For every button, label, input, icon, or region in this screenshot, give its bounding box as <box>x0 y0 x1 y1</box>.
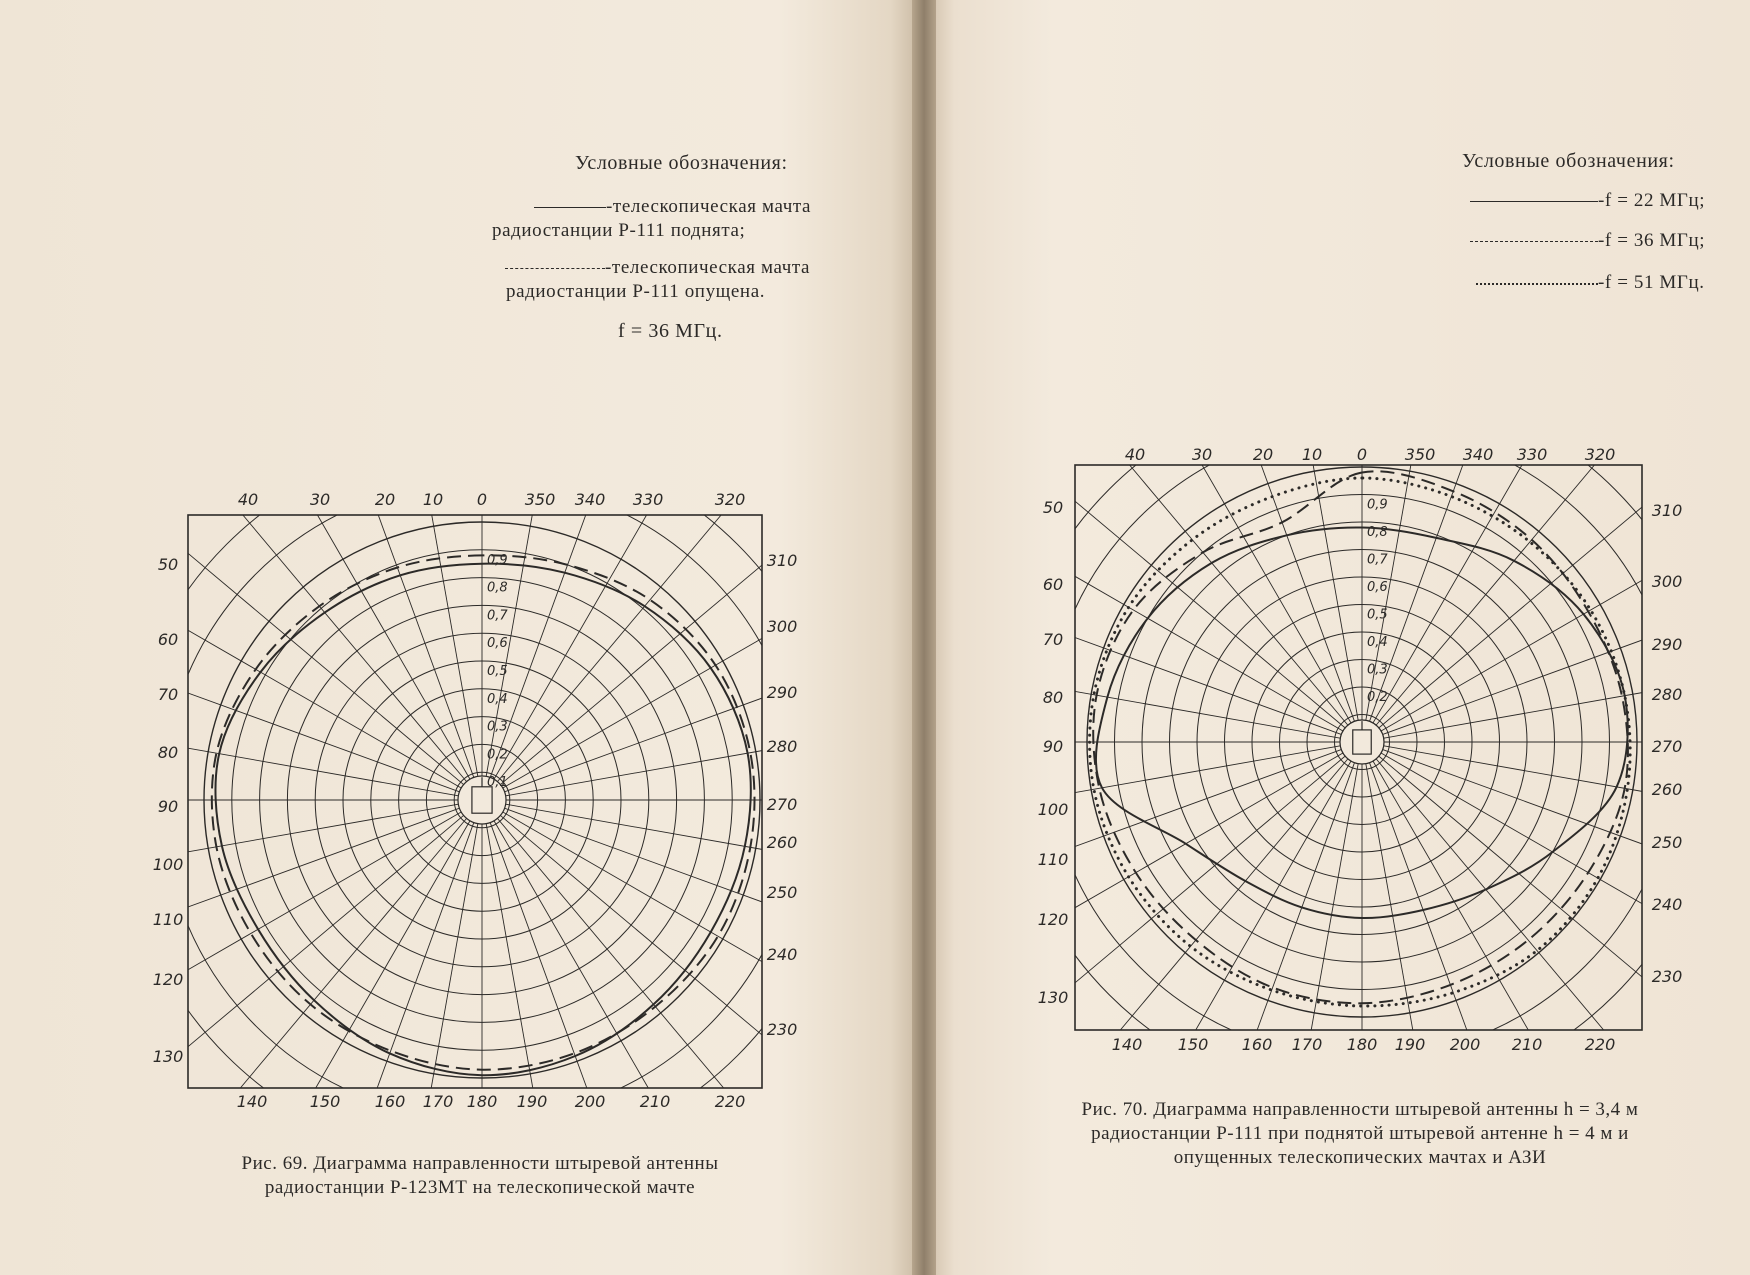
fig70-spoke <box>1313 465 1358 720</box>
fig69-angle-tick: 160 <box>374 1092 406 1111</box>
left-caption-line-1: Рис. 69. Диаграмма направленности штыревой антенны <box>241 1153 719 1174</box>
fig69-angle-tick: 280 <box>766 737 798 756</box>
left-legend-item-2-text: -телескопическая мачта <box>605 257 811 278</box>
fig69-angle-tick: 220 <box>714 1092 746 1111</box>
fig69-radial-tick: 0,8 <box>487 580 508 596</box>
fig70-spoke <box>1379 507 1642 728</box>
fig70-angle-tick: 330 <box>1516 445 1548 464</box>
fig69-angle-tick: 120 <box>152 970 184 989</box>
fig70-angle-tick: 280 <box>1651 685 1683 704</box>
right-legend-item-2-text: -f = 36 МГц; <box>1598 230 1706 251</box>
right-caption-line-2: радиостанции Р-111 при поднятой штыревой антенне h = 4 м и <box>1091 1123 1629 1144</box>
fig70-angle-tick: 200 <box>1449 1035 1481 1054</box>
left-legend-item-2-line2: радиостанции Р-111 опущена. <box>506 281 766 302</box>
fig70-radial-tick: 0,9 <box>1367 497 1388 513</box>
fig69-angle-tick: 140 <box>236 1092 268 1111</box>
left-caption <box>160 1152 800 1200</box>
fig69-radial-tick: 0,6 <box>487 636 508 652</box>
fig70-angle-tick: 130 <box>1037 988 1069 1007</box>
fig69-angle-tick: 230 <box>766 1020 798 1039</box>
right-caption <box>1010 1098 1710 1170</box>
fig70-spoke <box>1366 764 1413 1030</box>
fig70-angle-tick: 30 <box>1191 445 1213 464</box>
fig70-angle-tick: 40 <box>1124 445 1146 464</box>
fig70-angle-tick: 260 <box>1651 780 1683 799</box>
fig69-angle-tick: 350 <box>524 490 556 509</box>
fig69-angle-tick: 290 <box>766 683 798 702</box>
fig70-radial-tick: 0,3 <box>1367 662 1388 678</box>
left-legend-title: Условные обозначения: <box>575 152 788 174</box>
fig70-angle-tick: 60 <box>1042 575 1064 594</box>
fig70-radial-tick: 0,2 <box>1367 690 1388 705</box>
fig70-angle-tick: 240 <box>1651 895 1683 914</box>
fig70-spoke <box>1384 746 1642 792</box>
fig70-angle-tick: 340 <box>1462 445 1494 464</box>
right-legend-item-1-text: -f = 22 МГц; <box>1598 190 1706 211</box>
fig70-angle-tick: 210 <box>1511 1035 1543 1054</box>
fig70-angle-tick: 290 <box>1651 635 1683 654</box>
fig69-angle-tick: 0 <box>476 490 488 509</box>
right-caption-line-1: Рис. 70. Диаграмма направленности штыревой антенны h = 3,4 м <box>1081 1099 1639 1120</box>
fig70-angle-tick: 300 <box>1651 572 1683 591</box>
fig70-spoke <box>1373 465 1522 723</box>
fig69-angle-tick: 210 <box>639 1092 671 1111</box>
fig69-angle-tick: 260 <box>766 833 798 852</box>
fig70-angle-tick: 70 <box>1042 630 1064 649</box>
fig70-spoke <box>1381 753 1642 904</box>
fig69-angle-tick: 150 <box>309 1092 341 1111</box>
left-legend-item-1-text: -телескопическая мачта <box>606 196 812 217</box>
fig70-angle-tick: 110 <box>1037 850 1069 869</box>
fig69-angle-tick: 190 <box>516 1092 548 1111</box>
fig70-spoke <box>1379 756 1642 977</box>
fig70-spoke <box>1381 580 1642 731</box>
fig69-radial-tick: 0,4 <box>487 691 508 707</box>
fig70-spoke <box>1075 756 1345 983</box>
left-frequency: f = 36 МГц. <box>618 320 723 342</box>
fig70-angle-tick: 20 <box>1252 445 1274 464</box>
fig70-angle-tick: 250 <box>1651 833 1683 852</box>
fig69-angle-tick: 90 <box>157 797 179 816</box>
fig70-spoke <box>1384 693 1642 739</box>
fig69-angle-tick: 180 <box>466 1092 498 1111</box>
right-caption-line-3: опущенных телескопических мачтах и АЗИ <box>1173 1147 1547 1168</box>
left-caption-line-2: радиостанции Р-123МТ на телескопической мачте <box>264 1177 696 1198</box>
fig69-angle-tick: 340 <box>574 490 606 509</box>
fig70-spoke <box>1075 753 1343 908</box>
fig70-spoke <box>1120 759 1348 1030</box>
fig70-angle-tick: 320 <box>1584 445 1616 464</box>
fig70-spoke <box>1311 764 1358 1030</box>
fig70-radial-tick: 0,4 <box>1367 635 1388 650</box>
fig70-angle-tick: 170 <box>1291 1035 1323 1054</box>
fig70-radial-tick: 0,8 <box>1367 525 1388 540</box>
fig70-spoke <box>1376 759 1604 1030</box>
fig70-angle-tick: 140 <box>1111 1035 1143 1054</box>
fig69-angle-tick: 330 <box>632 490 664 509</box>
left-legend-item-1-line2: радиостанции Р-111 поднята; <box>492 220 746 241</box>
fig69-radial-tick: 0,3 <box>487 719 508 735</box>
fig70-angle-tick: 90 <box>1042 737 1064 756</box>
fig70-angle-tick: 220 <box>1584 1035 1616 1054</box>
right-legend-title: Условные обозначения: <box>1462 150 1675 172</box>
fig69-angle-tick: 300 <box>766 617 798 636</box>
fig69-angle-tick: 130 <box>152 1047 184 1066</box>
fig69-radial-tick: 0,9 <box>487 552 508 568</box>
fig69-angle-tick: 30 <box>309 490 331 509</box>
fig70-spoke <box>1075 501 1345 728</box>
fig70-angle-tick: 120 <box>1037 910 1069 929</box>
fig69-angle-tick: 40 <box>237 490 259 509</box>
fig69-angle-tick: 100 <box>152 855 184 874</box>
fig70-angle-tick: 270 <box>1651 737 1683 756</box>
fig69-angle-tick: 250 <box>766 883 798 902</box>
fig70-radial-tick: 0,7 <box>1367 552 1388 568</box>
fig70-spoke <box>1075 576 1343 731</box>
fig70-angle-tick: 310 <box>1651 501 1683 520</box>
fig69-angle-tick: 50 <box>157 555 179 574</box>
fig70-spoke <box>1373 761 1528 1030</box>
fig70-angle-tick: 100 <box>1037 800 1069 819</box>
fig70-radial-tick: 0,5 <box>1367 607 1388 623</box>
fig70-angle-tick: 350 <box>1404 445 1436 464</box>
fig70-angle-tick: 160 <box>1241 1035 1273 1054</box>
fig70-angle-tick: 150 <box>1177 1035 1209 1054</box>
fig69-angle-tick: 240 <box>766 945 798 964</box>
fig69-angle-tick: 270 <box>766 795 798 814</box>
fig69-angle-tick: 10 <box>422 490 444 509</box>
fig69-angle-tick: 170 <box>422 1092 454 1111</box>
fig70-spoke <box>1261 465 1354 721</box>
fig69-radial-tick: 0,7 <box>487 608 508 624</box>
fig69-radial-tick: 0,1 <box>487 775 508 791</box>
fig69-angle-tick: 70 <box>157 685 179 704</box>
fig70-angle-tick: 230 <box>1651 967 1683 986</box>
fig69-angle-tick: 310 <box>766 551 798 570</box>
right-legend-item-3-text: -f = 51 МГц. <box>1598 272 1705 293</box>
fig69-angle-tick: 320 <box>714 490 746 509</box>
fig70-grid <box>1005 385 1720 1100</box>
fig70-angle-tick: 0 <box>1356 445 1368 464</box>
fig69-radial-tick: 0,2 <box>487 747 508 763</box>
fig70-spoke <box>1202 465 1351 723</box>
fig69-angle-tick: 20 <box>374 490 396 509</box>
fig69-angle-tick: 110 <box>152 910 184 929</box>
fig70-angle-tick: 180 <box>1346 1035 1378 1054</box>
fig69-angle-tick: 200 <box>574 1092 606 1111</box>
fig69-radial-tick: 0,5 <box>487 664 508 679</box>
fig69-angle-tick: 80 <box>157 743 179 762</box>
fig70-angle-tick: 80 <box>1042 688 1064 707</box>
fig70-angle-tick: 10 <box>1301 445 1323 464</box>
fig70-angle-tick: 50 <box>1042 498 1064 517</box>
fig70-angle-tick: 190 <box>1394 1035 1426 1054</box>
fig69-angle-tick: 60 <box>157 630 179 649</box>
fig70-radial-tick: 0,6 <box>1367 580 1388 595</box>
